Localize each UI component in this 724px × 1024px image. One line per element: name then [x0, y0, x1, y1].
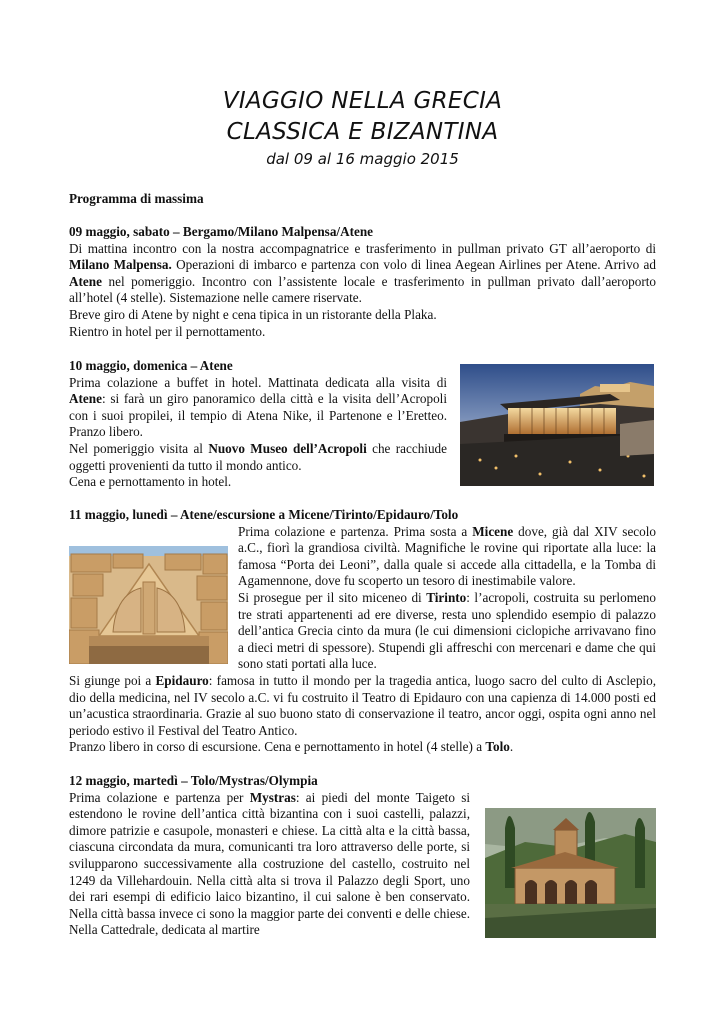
day3-heading: 11 maggio, lunedì – Atene/escursione a Micene/Tirinto/Epidauro/Tolo: [69, 507, 459, 522]
title-line-2: CLASSICA E BIZANTINA: [226, 119, 499, 145]
day2-line-cena: Cena e pernottamento in hotel.: [69, 474, 232, 490]
day1-line-plaka: Breve giro di Atene by night e cena tipica in un ristorante della Plaka.: [69, 306, 437, 322]
day1-paragraph: Di mattina incontro con la nostra accompagnatrice e trasferimento in pullman privato GT all’aeroporto di Milano Malpensa. Operazioni di imbarco e partenza con volo di linea Aegean Airlines per Atene. Arrivo ad Atene nel pomeriggio. Incontro con l’assistente locale e trasferimento in pullman privato dall’aeroporto all’hotel (4 stelle). Sistemazione nelle camere riservate.: [69, 240, 656, 306]
day4-paragraph: Prima colazione e partenza per Mystras: ai piedi del monte Taigeto si estendono le rovine dell’antica città bizantina con i suoi castelli, palazzi, dimore patrizie e casupole, monasteri e chiese. La città alta e la città bassa, ciascuna circondata da mura, comunicanti tra loro attraverso delle porte, si svilupparono successivamente alla costruzione del castello, costruito nel 1249 da Villehardouin. Nella città alta si trova il Palazzo degli Sport, uno dei rari esempi di edificio laico bizantino, il cui salone è ben conservato. Nella città bassa invece ci sono la maggior parte dei conventi e delle chiese. Nella Cattedrale, dedicata al martire: [69, 789, 470, 938]
title-block: [69, 86, 656, 170]
acropolis-museum-photo: [460, 364, 654, 486]
day4-heading: 12 maggio, martedì – Tolo/Mystras/Olympia: [69, 773, 318, 788]
trip-dates: dal 09 al 16 maggio 2015: [266, 150, 459, 168]
day1-line-rientro: Rientro in hotel per il pernottamento.: [69, 323, 266, 339]
title-line-1: VIAGGIO NELLA GRECIA: [222, 88, 503, 114]
mystras-photo: [485, 808, 656, 938]
day1-heading: 09 maggio, sabato – Bergamo/Milano Malpensa/Atene: [69, 224, 374, 239]
day1-section: [69, 224, 656, 340]
day3-paragraph-micene: Prima colazione e partenza. Prima sosta a Micene dove, già dal XIV secolo a.C., fiorì la grandiosa civiltà. Magnifiche le rovine qui riportate alla luce: la famosa “Porta dei Leoni”, dalla quale si accede alla cittadella, e la Tomba di Agamennone, dove fu scoperto un tesoro di inestimabile valore.: [238, 523, 657, 589]
day2-paragraph-2: Nel pomeriggio visita al Nuovo Museo dell’Acropoli che racchiude oggetti provenienti da tutto il mondo antico.: [69, 440, 447, 473]
day2-section: [69, 358, 447, 491]
programma-heading: Programma di massima: [69, 191, 204, 206]
day3-paragraph-tirinto: Si prosegue per il sito miceneo di Tirinto: l’acropoli, costruita su perlomeno tre strati appartenenti ad ere diverse, resta uno splendido esempio di palazzo dell’antica Grecia cinto da mura (le cui dimensioni ciclopiche arrivavano fino a dieci metri di spessore). Stupendi gli affreschi con mercenari e dame che qui sono stati portati alla luce.: [238, 589, 656, 672]
day2-heading: 10 maggio, domenica – Atene: [69, 358, 233, 373]
lion-gate-photo: [69, 546, 228, 664]
day3-paragraph-epidauro: Si giunge poi a Epidauro: famosa in tutto il mondo per la tragedia antica, luogo sacro del culto di Asclepio, dio della medicina, nel IV secolo a.C. vi fu costruito il Teatro di Epidauro con una capienza di 14.000 posti ed un’acustica straordinaria. Grazie al suo buono stato di conservazione il teatro, ancor oggi, ospita ogni anno nel periodo estivo il Festival del Teatro Antico.: [69, 672, 656, 738]
day3-line-pranzo: Pranzo libero in corso di escursione. Cena e pernottamento in hotel (4 stelle) a Tolo.: [69, 739, 514, 755]
day2-paragraph-1: Prima colazione a buffet in hotel. Mattinata dedicata alla visita di Atene: si farà un giro panoramico della città e la visita dell’Acropoli con i suoi propilei, il tempio di Atena Nike, il Partenone e l’Eretteo. Pranzo libero.: [69, 374, 447, 440]
